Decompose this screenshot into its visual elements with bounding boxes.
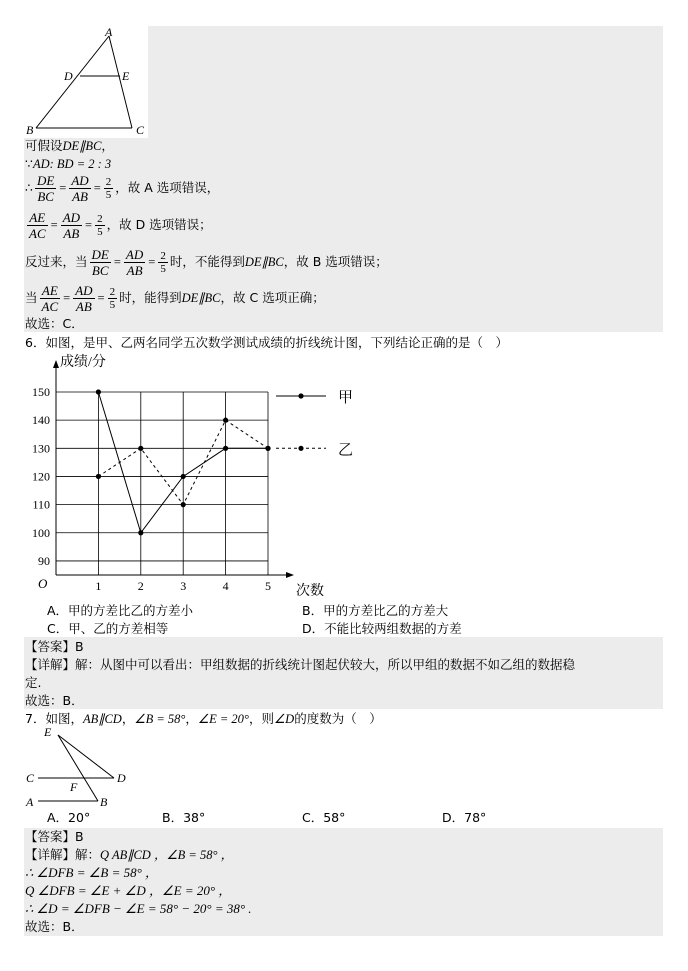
label-D: D <box>117 771 126 785</box>
q6-option-b: B．甲的方差比乙的方差大 <box>302 603 449 618</box>
y-tick-label: 120 <box>32 469 50 484</box>
q7-option-c: C．58° <box>302 810 346 825</box>
q5-line-7: 故选：C． <box>25 316 84 331</box>
legend-label: 乙 <box>338 442 354 459</box>
q5-line-1: 可假设DE∥BC， <box>25 138 114 153</box>
data-point <box>181 502 186 507</box>
label-C: C <box>136 123 145 137</box>
q7-option-b: B．38° <box>162 810 206 825</box>
answer-shade-q6 <box>24 637 663 709</box>
y-axis-label: 成绩/分 <box>60 355 106 370</box>
y-tick-label: 130 <box>32 441 50 456</box>
answer-shade-q7 <box>24 828 663 936</box>
data-point <box>181 474 186 479</box>
data-point <box>138 446 143 451</box>
q7-option-a: A．20° <box>47 810 91 825</box>
q6-option-d: D．不能比较两组数据的方差 <box>302 621 462 636</box>
line-chart <box>24 352 364 600</box>
x-tick-label: 4 <box>222 579 229 593</box>
q6-choose: 故选：B． <box>25 693 84 708</box>
y-tick-label: 90 <box>38 553 50 568</box>
x-tick-label: 2 <box>137 579 144 593</box>
q6-answer: 【答案】B <box>25 639 84 654</box>
q7-detail-3: Q ∠DFB = ∠E + ∠D ，∠E = 20° ， <box>25 883 232 898</box>
q7-option-d: D．78° <box>442 810 487 825</box>
origin-label: O <box>38 576 48 591</box>
label-B: B <box>100 795 108 809</box>
x-axis-label: 次数 <box>296 584 324 599</box>
label-A: A <box>105 26 113 39</box>
data-point <box>265 446 270 451</box>
q6-detail-2: 定. <box>25 675 42 690</box>
q7-detail-1: 【详解】解：Q AB∥CD ，∠B = 58° ， <box>25 847 234 862</box>
triangle-figure <box>24 26 148 138</box>
label-D: D <box>64 69 73 83</box>
y-tick-label: 140 <box>32 413 50 428</box>
legend-marker <box>298 393 303 398</box>
y-axis-arrow <box>53 360 59 368</box>
q6-option-a: A．甲的方差比乙的方差小 <box>47 603 194 618</box>
parallel-lines-figure <box>24 726 144 810</box>
label-E: E <box>44 726 52 739</box>
y-tick-label: 150 <box>32 385 50 399</box>
label-C: C <box>26 771 35 785</box>
label-A: A <box>26 795 34 809</box>
q5-line-4: $\frac{AE}{AC}$ = $\frac{AD}{AB}$ = $\frac{2}{5}$ ，故 D 选项错误； <box>29 209 212 241</box>
q7-detail-2: ∴ ∠DFB = ∠B = 58° ， <box>25 865 159 880</box>
q5-line-3: ∴ $\frac{DE}{BC}$ = $\frac{AD}{AB}$ = $\frac{2}{5}$ ，故 A 选项错误， <box>25 172 220 204</box>
y-tick-label: 100 <box>32 525 50 540</box>
x-axis-arrow <box>286 572 294 578</box>
q7-detail-4: ∴ ∠D = ∠DFB − ∠E = 58° − 20° = 38° . <box>25 901 252 916</box>
q7-question: 7．如图，AB∥CD，∠B = 58°，∠E = 20°，则∠D的度数为（ ） <box>25 711 382 726</box>
label-E: E <box>122 69 130 83</box>
q7-answer: 【答案】B <box>25 829 84 844</box>
q5-line-2: ∵AD: BD = 2 : 3 <box>25 156 112 171</box>
q6-option-c: C．甲、乙的方差相等 <box>47 621 169 636</box>
q7-choose: 故选：B． <box>25 919 84 934</box>
y-tick-label: 110 <box>32 497 50 512</box>
label-F: F <box>70 780 78 794</box>
q6-question: 6．如图，是甲、乙两名同学五次数学测试成绩的折线统计图，下列结论正确的是（ ） <box>25 335 508 350</box>
data-point <box>138 530 143 535</box>
x-tick-label: 3 <box>180 579 187 593</box>
x-tick-label: 5 <box>265 579 271 593</box>
data-point <box>96 474 101 479</box>
data-point <box>223 446 228 451</box>
data-point <box>223 418 228 423</box>
x-tick-label: 1 <box>95 579 102 593</box>
label-B: B <box>26 123 34 137</box>
legend-marker <box>298 446 303 451</box>
q5-line-5: 反过来，当 $\frac{DE}{BC}$ = $\frac{AD}{AB}$ = $\frac{2}{5}$ 时，不能得到 DE∥BC ，故 B 选项错误； <box>25 246 388 278</box>
q5-line-6: 当 $\frac{AE}{AC}$ = $\frac{AD}{AB}$ = $\frac{2}{5}$ 时，能得到 DE∥BC ，故 C 选项正确； <box>25 282 325 314</box>
q6-detail-1: 【详解】解：从图中可以看出：甲组数据的折线统计图起伏较大，所以甲组的数据不如乙组的数据稳 <box>25 657 576 672</box>
data-point <box>96 389 101 394</box>
legend-label: 甲 <box>338 390 354 406</box>
